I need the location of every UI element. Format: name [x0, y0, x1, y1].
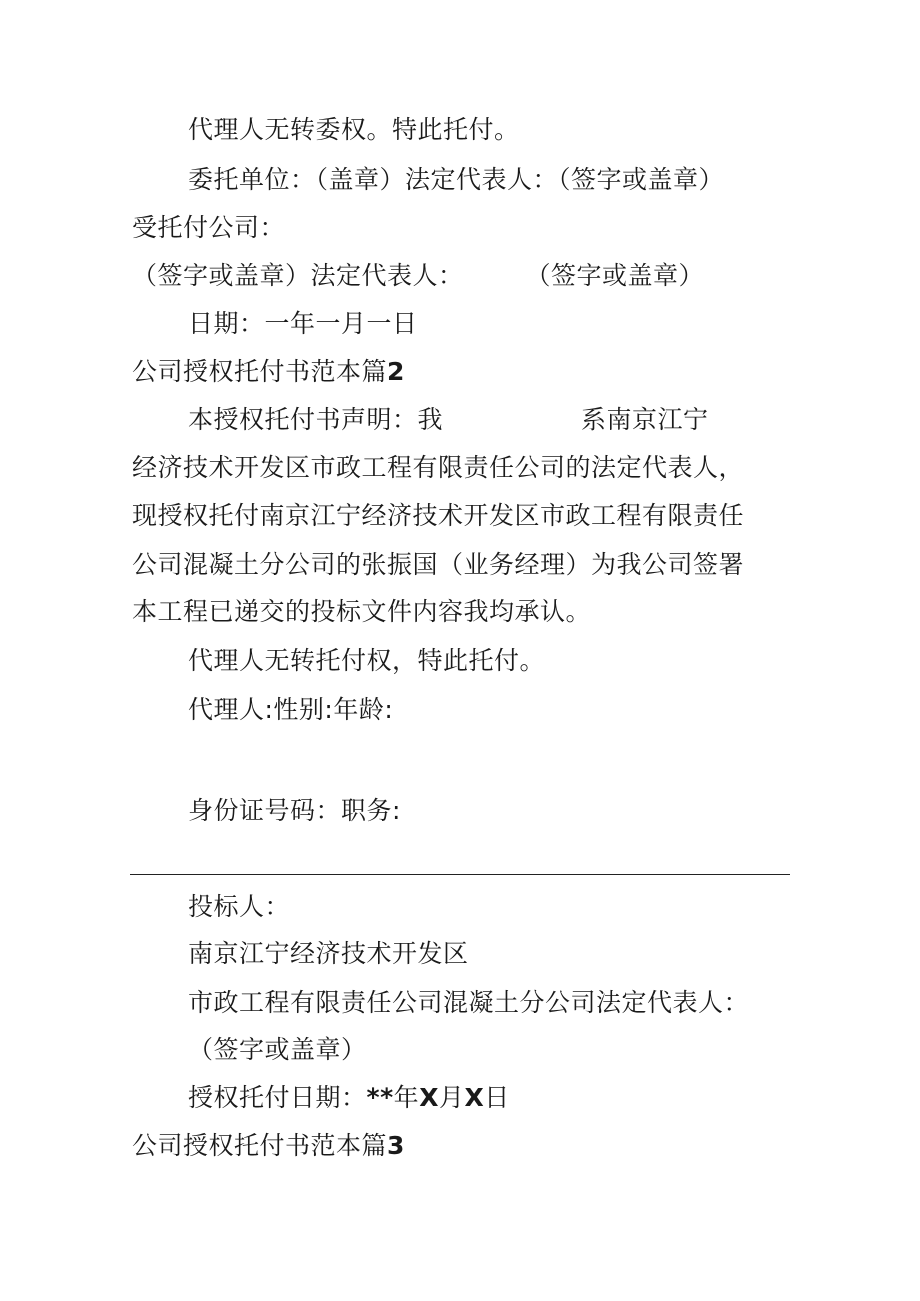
text-line: 本工程已递交的投标文件内容我均承认。	[132, 597, 592, 626]
date-line: 日期：一年一月一日	[188, 309, 418, 338]
text-line: （签字或盖章）	[188, 1035, 367, 1064]
section-heading: 公司授权托付书范本篇2	[132, 357, 405, 386]
text-line: 公司混凝土分公司的张振国（业务经理）为我公司签署	[132, 550, 745, 579]
section-heading: 公司授权托付书范本篇3	[132, 1131, 405, 1160]
text-line: 代理人无转委权。特此托付。	[188, 115, 520, 144]
divider-line	[130, 874, 790, 875]
text-line: 受托付公司：	[132, 213, 286, 242]
text-line: 现授权托付南京江宁经济技术开发区市政工程有限责任	[132, 501, 745, 530]
text-line: 投标人：	[188, 892, 291, 921]
text-line: 身份证号码：职务:	[188, 796, 401, 825]
text-line: 经济技术开发区市政工程有限责任公司的法定代表人，	[132, 453, 745, 482]
text-line: 市政工程有限责任公司混凝土分公司法定代表人：	[188, 988, 750, 1017]
date-line: 授权托付日期：**年X月X日	[188, 1083, 510, 1112]
text-line: 代理人:性别:年龄:	[188, 695, 394, 724]
text-line: （签字或盖章）法定代表人： （签字或盖章）	[132, 261, 705, 290]
text-line: 代理人无转托付权，特此托付。	[188, 646, 546, 675]
text-line: 委托单位：（盖章）法定代表人：（签字或盖章）	[188, 165, 725, 194]
text-line: 本授权托付书声明：我 系南京江宁	[188, 405, 709, 434]
text-line: 南京江宁经济技术开发区	[188, 939, 469, 968]
